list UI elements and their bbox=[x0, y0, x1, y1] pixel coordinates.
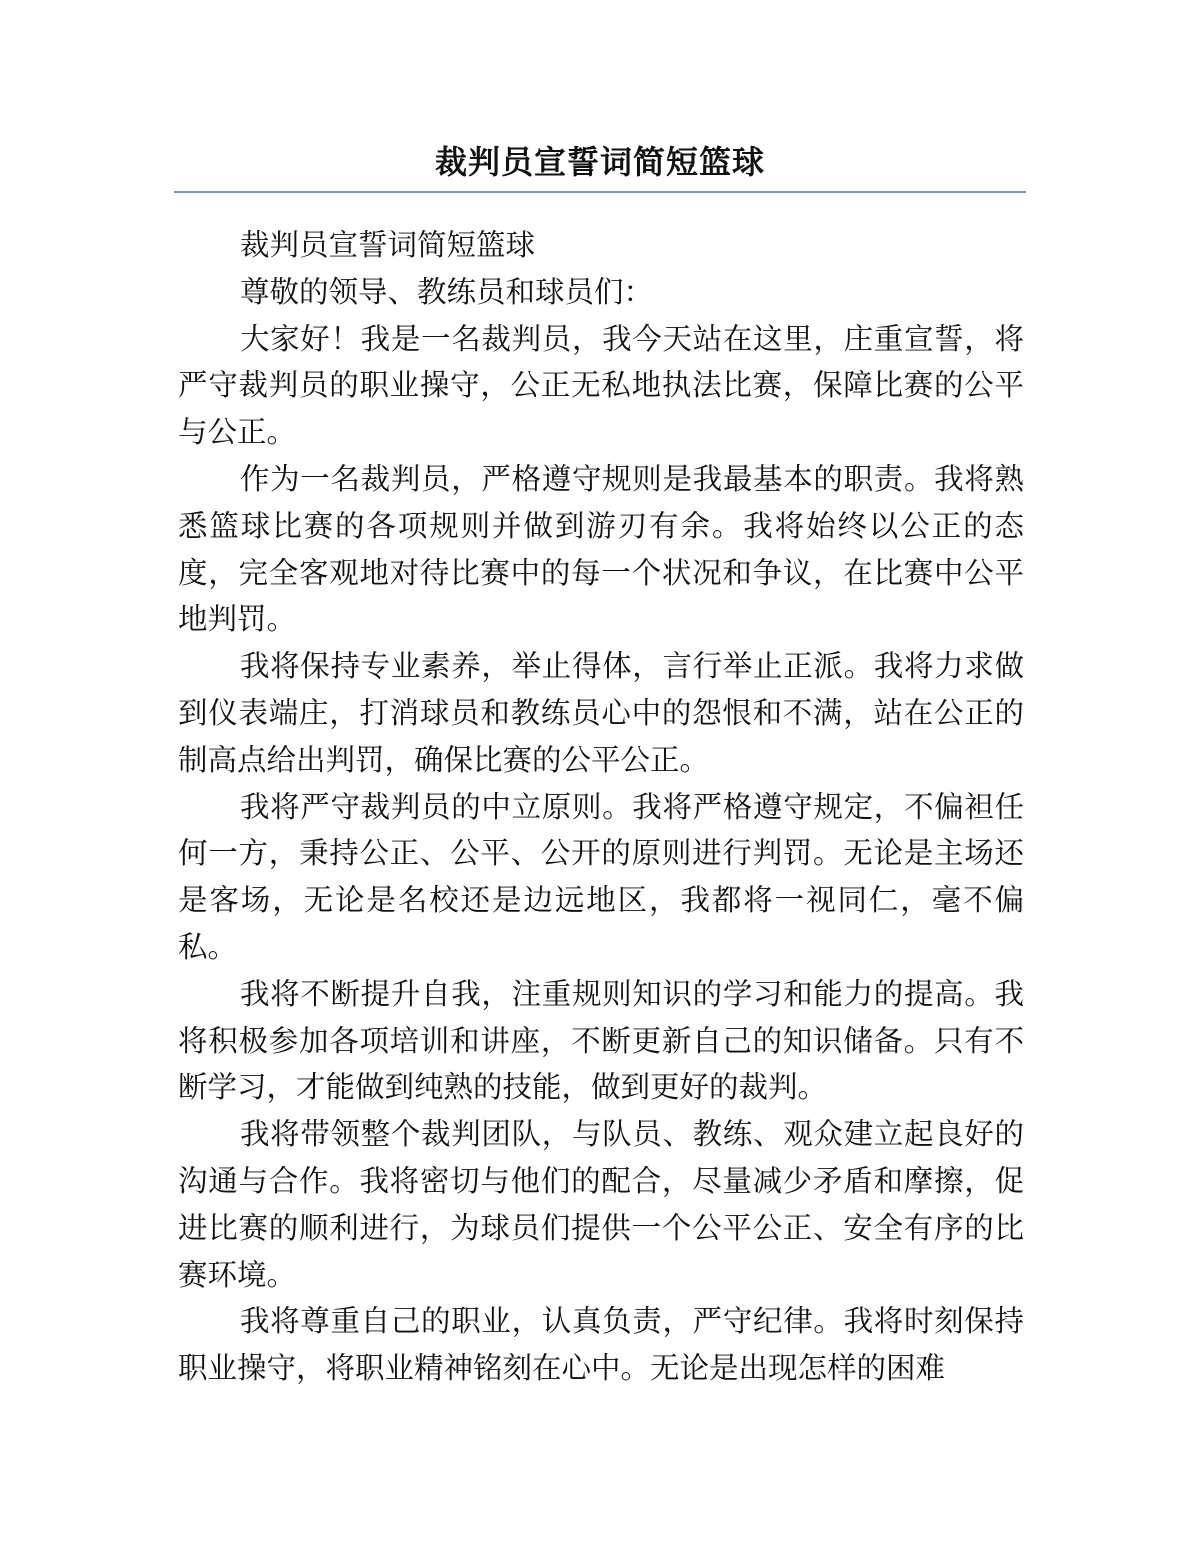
paragraph: 我将保持专业素养，举止得体，言行举止正派。我将力求做到仪表端庄，打消球员和教练员心中的怨恨和不满，站在公正的制高点给出判罚，确保比赛的公平公正。 bbox=[178, 649, 1024, 777]
paragraph: 我将带领整个裁判团队，与队员、教练、观众建立起良好的沟通与合作。我将密切与他们的配合，尽量减少矛盾和摩擦，促进比赛的顺利进行，为球员们提供一个公平公正、安全有序的比赛环境。 bbox=[178, 1117, 1024, 1292]
paragraph-salutation: 尊敬的领导、教练员和球员们： bbox=[239, 274, 653, 309]
paragraph: 我将尊重自己的职业，认真负责，严守纪律。我将时刻保持职业操守，将职业精神铭刻在心中。无论是出现怎样的困难 bbox=[178, 1304, 1024, 1386]
paragraph: 大家好！我是一名裁判员，我今天站在这里，庄重宣誓，将严守裁判员的职业操守，公正无私地执法比赛，保障比赛的公平与公正。 bbox=[178, 321, 1024, 450]
paragraph-subtitle: 裁判员宣誓词简短篮球 bbox=[239, 228, 535, 262]
paragraph: 我将严守裁判员的中立原则。我将严格遵守规定，不偏袒任何一方，秉持公正、公平、公开的原则进行判罚。无论是主场还是客场，无论是名校还是边远地区，我都将一视同仁，毫不偏私。 bbox=[178, 789, 1024, 964]
document-title: 裁判员宣誓词简短篮球 bbox=[434, 143, 765, 181]
paragraph: 作为一名裁判员，严格遵守规则是我最基本的职责。我将熟悉篮球比赛的各项规则并做到游刃有余。我将始终以公正的态度，完全客观地对待比赛中的每一个状况和争议，在比赛中公平地判罚。 bbox=[178, 461, 1024, 637]
paragraph: 我将不断提升自我，注重规则知识的学习和能力的提高。我将积极参加各项培训和讲座，不断更新自己的知识储备。只有不断学习，才能做到纯熟的技能，做到更好的裁判。 bbox=[178, 976, 1024, 1105]
document-body bbox=[178, 222, 1024, 1392]
title-divider bbox=[174, 191, 1026, 193]
